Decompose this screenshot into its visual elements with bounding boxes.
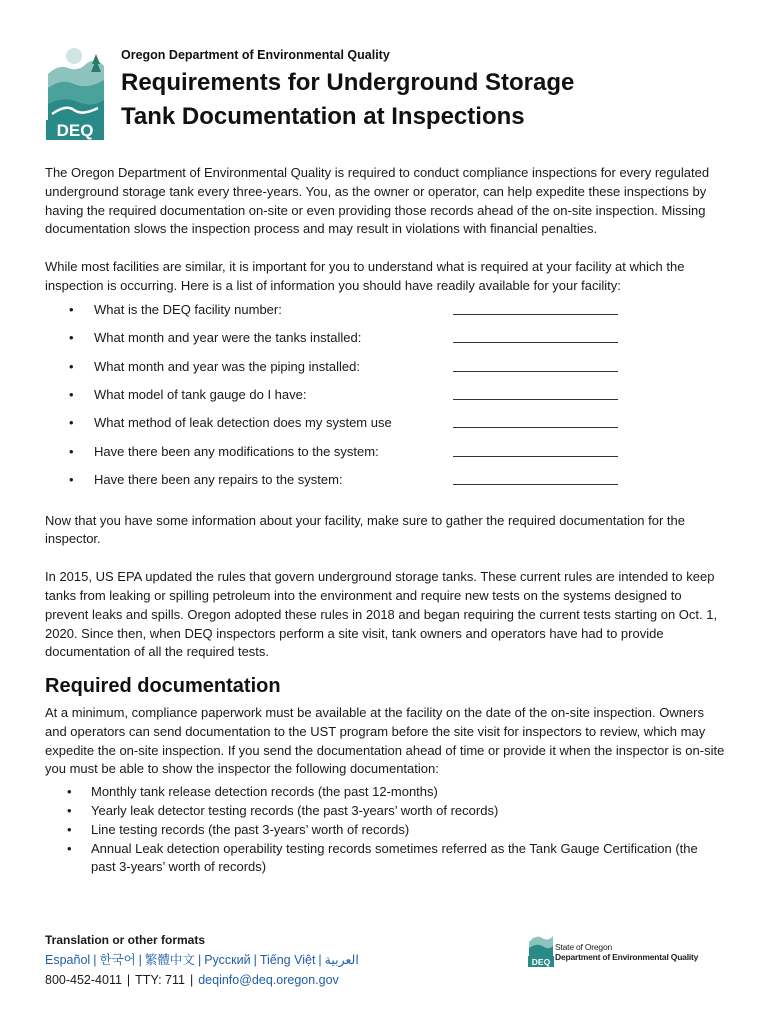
question-text: What month and year was the piping installed: [94,358,360,374]
question-text: What is the DEQ facility number: [94,301,282,317]
bullet-icon: • [69,472,74,488]
question-item [45,329,725,357]
lang-link-chinese[interactable]: 繁體中文 [144,953,195,967]
body-paragraph-4: In 2015, US EPA updated the rules that govern underground storage tanks. These current rules are intended to keep tanks from leaking or spilling petroleum into the environment and require new tests on the systems designed to prevent leaks and spills. Oregon adopted these rules in 2018 and began requiring the current tests starting on Oct. 1, 2020. Since then, when DEQ inspectors perform a site visit, tank owners and operators have had to provide documentation of all the required tests. [45,569,718,660]
answer-blank-line [453,342,618,343]
bullet-icon: • [69,443,74,459]
intro-paragraph-2: While most facilities are similar, it is important for you to understand what is required at your facility at which the inspection is occurring. Here is a list of information you should have readily available for your facility: [45,259,685,293]
title-line-1: Requirements for Underground Storage [121,69,575,96]
answer-blank-line [453,456,618,457]
main-content [45,164,725,877]
answer-blank-line [453,371,618,372]
question-text: What month and year were the tanks installed: [94,330,362,346]
required-paragraph: At a minimum, compliance paperwork must be available at the facility on the date of the on-site inspection. Owners and operators can send documentation to the UST program before the site visit for inspectors to review, which may expedite the on-site inspection. If you send the documentation ahead of time or provide it when the inspector is on-site you must be able to show the inspector the following documentation: [45,705,725,777]
lang-link-spanish[interactable]: Español [45,953,91,967]
question-item [45,358,725,386]
document-text: Yearly leak detector testing records (the past 3-years’ worth of records) [91,803,499,819]
bullet-icon: • [69,301,74,317]
bullet-icon: • [67,803,72,819]
state-of-oregon-deq-seal [528,926,718,970]
agency-name: Oregon Department of Environmental Quality [121,48,390,62]
question-text: Have there been any repairs to the system: [94,472,343,488]
question-item [45,301,725,329]
question-text: What method of leak detection does my system use [94,415,392,431]
lang-link-vietnamese[interactable]: Tiếng Việt [259,953,316,967]
answer-blank-line [453,484,618,485]
question-text: What model of tank gauge do I have: [94,386,307,402]
answer-blank-line [453,427,618,428]
lang-link-korean[interactable]: 한국어 [99,953,136,967]
separator: | [138,953,142,967]
bullet-icon: • [67,821,72,837]
answer-blank-line [453,314,618,315]
separator: | [126,973,131,987]
separator: | [253,953,257,967]
section-heading-required-documentation: Required documentation [45,675,281,698]
title-line-2: Tank Documentation at Inspections [121,103,525,130]
separator: | [93,953,97,967]
page-title [121,66,721,134]
separator: | [318,953,322,967]
bullet-icon: • [69,415,74,431]
svg-text:DEQ: DEQ [531,957,551,967]
email-link[interactable]: deqinfo@deq.oregon.gov [198,973,339,987]
question-text: Have there been any modifications to the system: [94,443,379,459]
required-documents-list [45,783,725,877]
seal-line-2: Department of Environmental Quality [555,952,699,962]
bullet-icon: • [69,330,74,346]
phone-number: 800-452-4011 [45,973,122,987]
answer-blank-line [453,399,618,400]
page-footer [45,930,359,990]
intro-paragraph-1: The Oregon Department of Environmental Quality is required to conduct compliance inspections for every regulated underground storage tank every three-years. You, as the owner or operator, can help expedite these inspections by having the required documentation on-site or even providing those records ahead of the on-site inspection. Missing documentation slows the inspection process and may result in violations with financial penalties. [45,165,710,237]
separator: | [189,973,194,987]
question-item [45,386,725,414]
body-paragraph-3: Now that you have some information about your facility, make sure to gather the required documentation for the inspector. [45,512,685,547]
question-item [45,414,725,442]
lang-link-arabic[interactable]: العربية [324,953,359,967]
lang-link-russian[interactable]: Русский [204,953,251,967]
bullet-icon: • [67,784,72,800]
language-links [45,950,359,970]
seal-text [555,942,698,962]
contact-line [45,970,359,990]
separator: | [197,953,202,967]
facility-questions-list [45,301,725,500]
bullet-icon: • [69,358,74,374]
document-text: Annual Leak detection operability testing records sometimes referred as the Tank Gauge Certification (the past 3-years’ worth of records) [91,840,698,875]
tty-number: TTY: 711 [135,973,185,987]
svg-text:DEQ: DEQ [56,121,94,140]
document-item [45,821,725,840]
document-item [45,840,725,878]
page-header [44,44,734,144]
question-item [45,471,725,499]
question-item [45,443,725,471]
document-text: Monthly tank release detection records (the past 12-months) [91,784,438,800]
translation-title: Translation or other formats [45,933,206,947]
document-item [45,783,725,802]
bullet-icon: • [69,386,74,402]
deq-seal-logo [528,928,554,968]
seal-line-1: State of Oregon [555,942,613,952]
document-item [45,802,725,821]
bullet-icon: • [67,840,72,856]
deq-logo [44,44,106,142]
document-text: Line testing records (the past 3-years’ worth of records) [91,821,410,837]
